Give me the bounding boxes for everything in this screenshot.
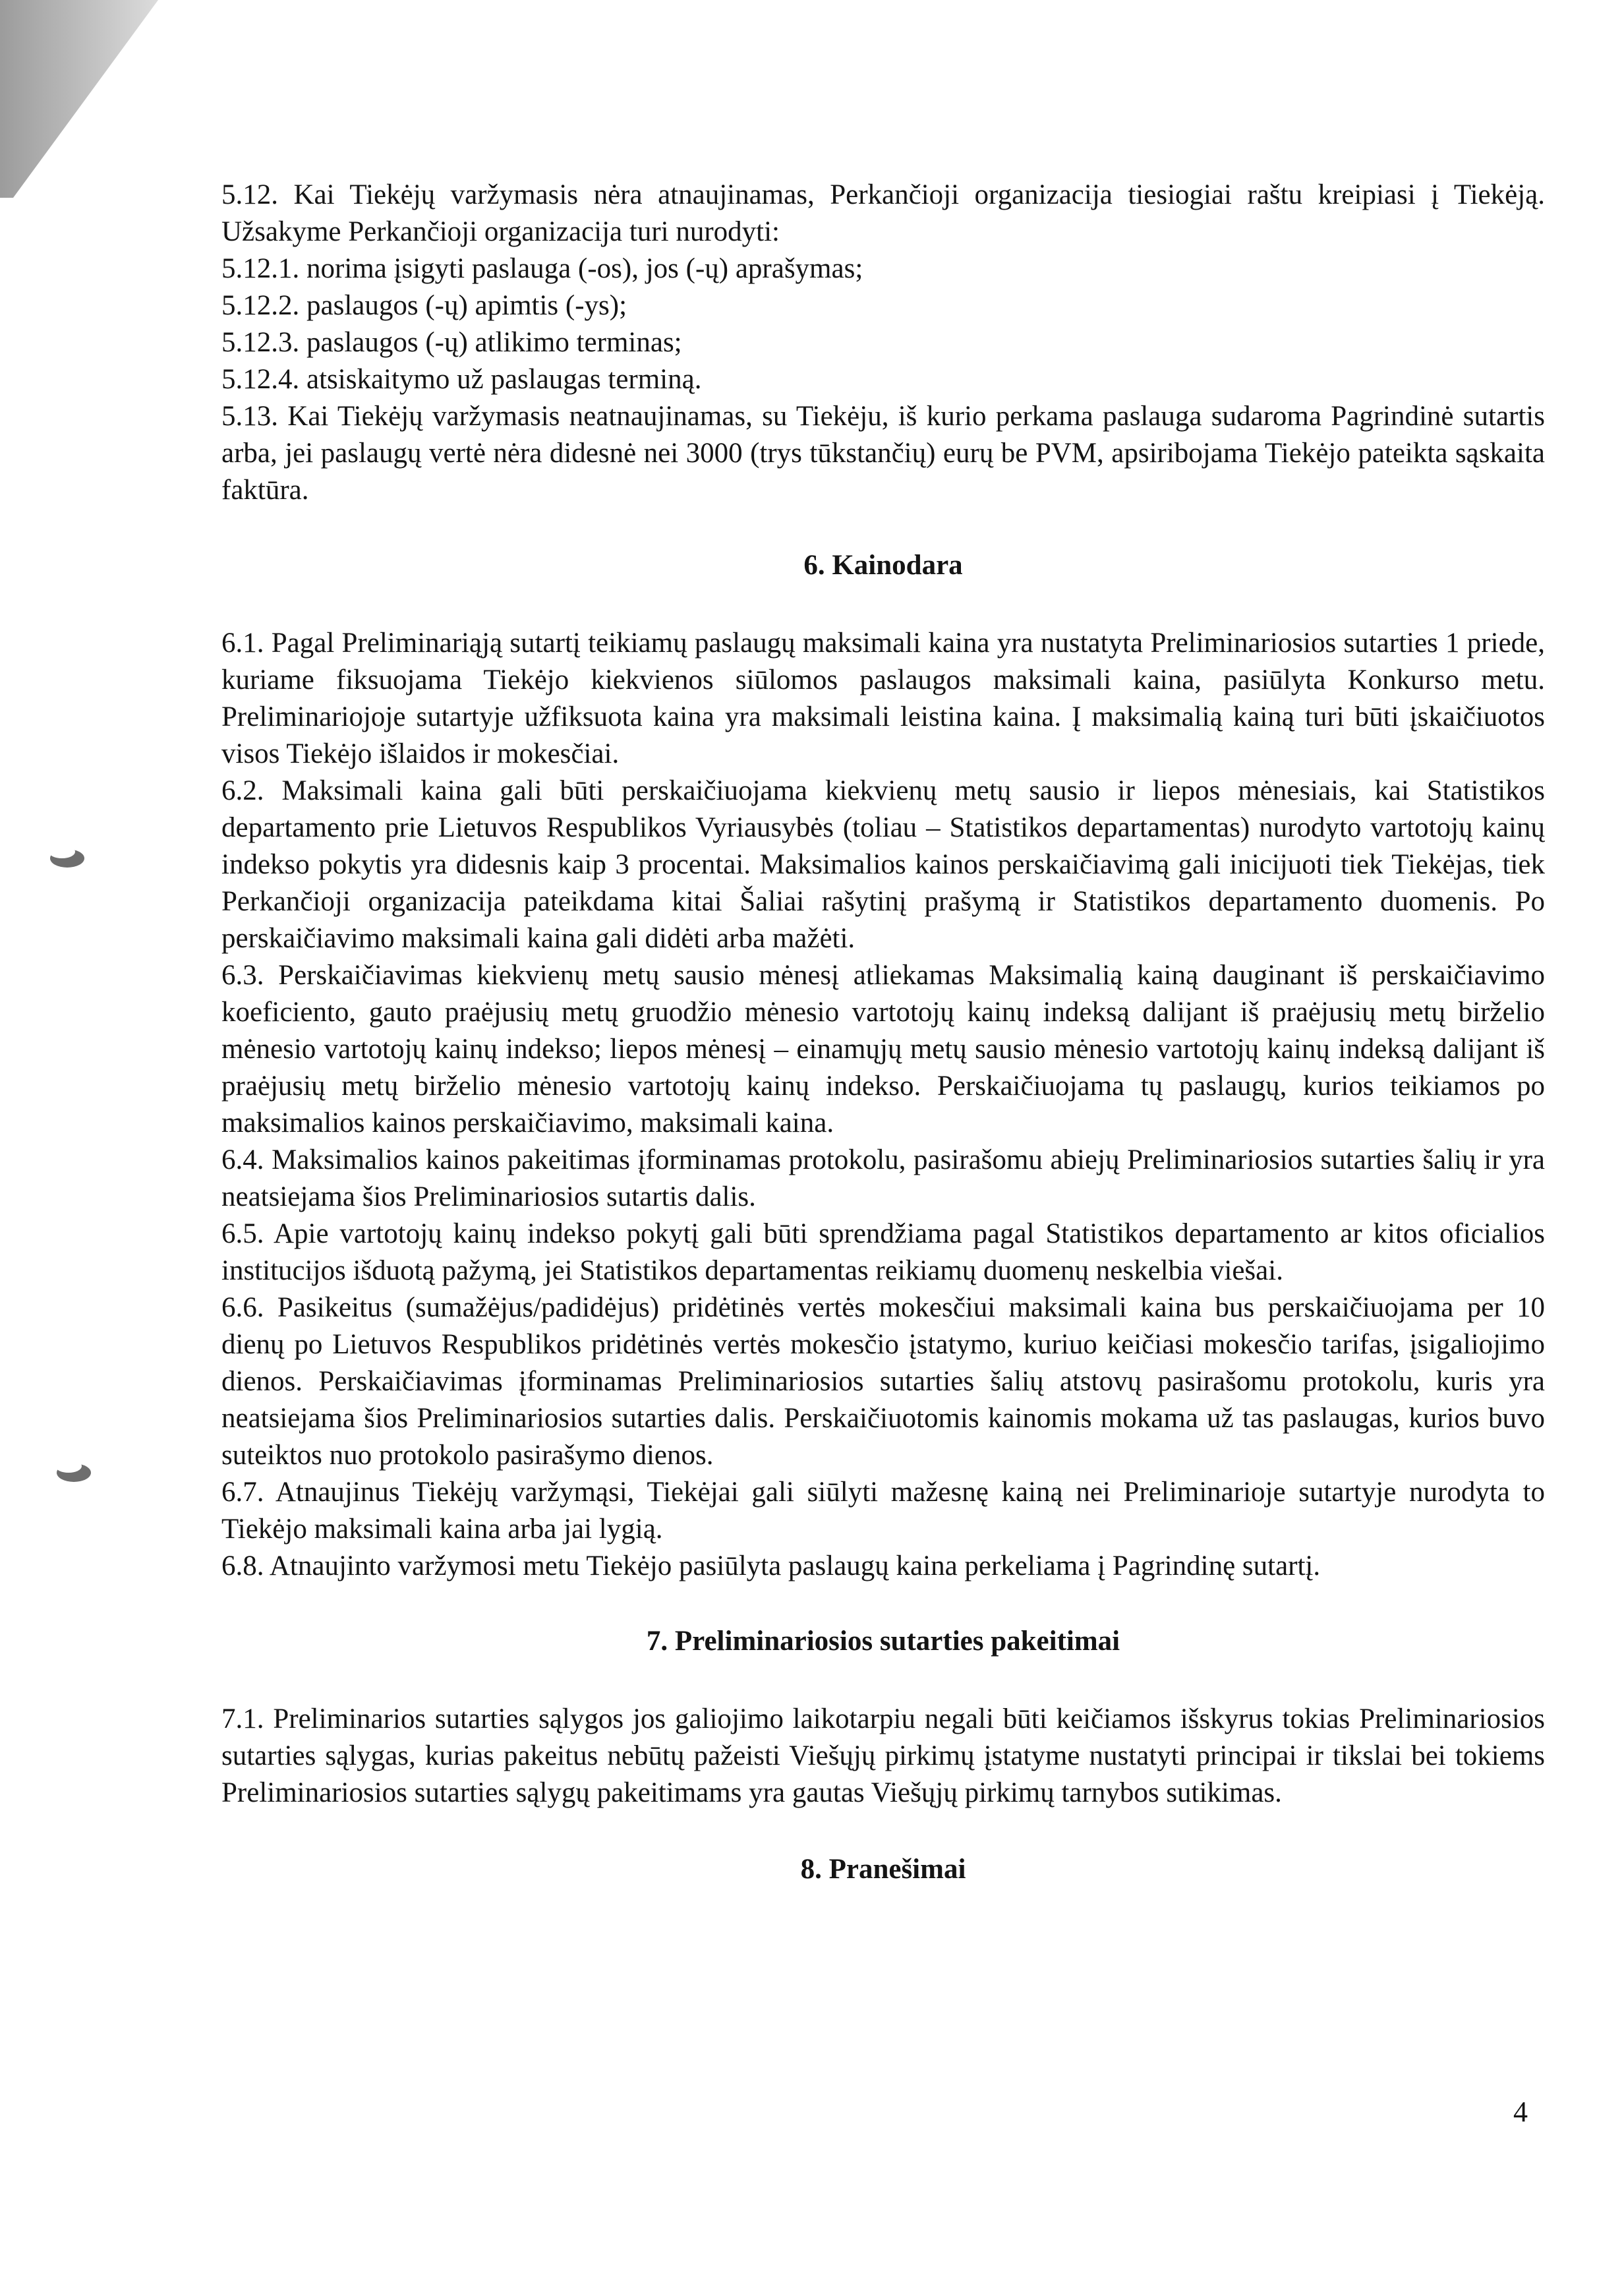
paragraph-7-1: 7.1. Preliminarios sutarties sąlygos jos galiojimo laikotarpiu negali būti keičiamos išskyrus tokias Preliminariosios sutarties sąlygas, kurias pakeitus nebūtų pažeisti Viešųjų pirkimų įstatyme nustatyti principai ir tikslai bei tokiems Preliminariosios sutarties sąlygų pakeitimams yra gautas Viešųjų pirkimų tarnybos sutikimas. bbox=[221, 1703, 1545, 1808]
paragraph-6-7: 6.7. Atnaujinus Tiekėjų varžymąsi, Tiekėjai gali siūlyti mažesnę kainą nei Preliminarioje sutartyje nurodyta to Tiekėjo maksimali kaina arba jai lygią. bbox=[221, 1477, 1545, 1545]
paragraph-6-8: 6.8. Atnaujinto varžymosi metu Tiekėjo pasiūlyta paslaugų kaina perkeliama į Pagrindinę sutartį. bbox=[221, 1550, 1321, 1581]
paragraph-5-12-3: 5.12.3. paslaugos (-ų) atlikimo terminas; bbox=[221, 327, 682, 358]
scan-edge-mark bbox=[0, 0, 158, 211]
punch-hole-mark bbox=[41, 836, 94, 875]
section-heading-kainodara: 6. Kainodara bbox=[803, 550, 963, 581]
paragraph-6-3: 6.3. Perskaičiavimas kiekvienų metų sausio mėnesį atliekamas Maksimalią kainą dauginant iš perskaičiavimo koeficiento, gauto praėjusių metų gruodžio mėnesio vartotojų kainų indeksą dalijant iš praėjusių metų birželio mėnesio vartotojų kainų indekso; liepos mėnesį – einamųjų metų sausio mėnesio vartotojų kainų indeksą dalijant iš praėjusių metų birželio mėnesio vartotojų kainų indekso. Perskaičiuojama tų paslaugų, kurios teikiamos po maksimalios kainos perskaičiavimo, maksimali kaina. bbox=[221, 960, 1545, 1138]
paragraph-5-12-2: 5.12.2. paslaugos (-ų) apimtis (-ys); bbox=[221, 290, 627, 321]
paragraph-5-12-4: 5.12.4. atsiskaitymo už paslaugas terminą. bbox=[221, 364, 702, 395]
paragraph-5-12-1: 5.12.1. norima įsigyti paslauga (-os), jos (-ų) aprašymas; bbox=[221, 253, 863, 284]
paragraph-5-12: 5.12. Kai Tiekėjų varžymasis nėra atnaujinamas, Perkančioji organizacija tiesiogiai raštu kreipiasi į Tiekėją. Užsakyme Perkančioji organizacija turi nurodyti: bbox=[221, 179, 1545, 247]
paragraph-5-13: 5.13. Kai Tiekėjų varžymasis neatnaujinamas, su Tiekėju, iš kurio perkama paslauga sudaroma Pagrindinė sutartis arba, jei paslaugų vertė nėra didesnė nei 3000 (trys tūkstančių) eurų be PVM, apsiribojama Tiekėjo pateikta sąskaita faktūra. bbox=[221, 401, 1545, 506]
paragraph-6-1: 6.1. Pagal Preliminariąją sutartį teikiamų paslaugų maksimali kaina yra nustatyta Preliminariosios sutarties 1 priede, kuriame fiksuojama Tiekėjo kiekvienos siūlomos paslaugos maksimali kaina, pasiūlyta Konkurso metu. Preliminariojoje sutartyje užfiksuota kaina yra maksimali leistina kaina. Į maksimalią kainą turi būti įskaičiuotos visos Tiekėjo išlaidos ir mokesčiai. bbox=[221, 628, 1545, 769]
paragraph-6-6: 6.6. Pasikeitus (sumažėjus/padidėjus) pridėtinės vertės mokesčiui maksimali kaina bus perskaičiuojama per 10 dienų po Lietuvos Respublikos pridėtinės vertės mokesčio įstatymo, kuriuo keičiasi mokesčio tarifas, įsigaliojimo dienos. Perskaičiavimas įforminamas Preliminariosios sutarties šalių atstovų pasirašomu protokolu, kuris yra neatsiejama šios Preliminariosios sutarties dalis. Perskaičiuotomis kainomis mokama už tas paslaugas, kurios buvo suteiktos nuo protokolo pasirašymo dienos. bbox=[221, 1292, 1545, 1471]
paragraph-6-2: 6.2. Maksimali kaina gali būti perskaičiuojama kiekvienų metų sausio ir liepos mėnesiais, kai Statistikos departamento prie Lietuvos Respublikos Vyriausybės (toliau – Statistikos departamentas) nurodyto vartotojų kainų indekso pokytis yra didesnis kaip 3 procentai. Maksimalios kainos perskaičiavimą gali inicijuoti tiek Tiekėjas, tiek Perkančioji organizacija pateikdama kitai Šaliai rašytinį prašymą ir Statistikos departamento duomenis. Po perskaičiavimo maksimali kaina gali didėti arba mažėti. bbox=[221, 775, 1545, 954]
section-heading-pranesimai: 8. Pranešimai bbox=[800, 1854, 966, 1885]
section-heading-pakeitimai: 7. Preliminariosios sutarties pakeitimai bbox=[646, 1626, 1120, 1657]
paragraph-6-5: 6.5. Apie vartotojų kainų indekso pokytį gali būti sprendžiama pagal Statistikos departamento ar kitos oficialios institucijos išduotą pažymą, jei Statistikos departamentas reikiamų duomenų neskelbia viešai. bbox=[221, 1218, 1545, 1286]
punch-hole-mark bbox=[47, 1450, 100, 1490]
page-number: 4 bbox=[1513, 2096, 1528, 2128]
document-body bbox=[221, 177, 1545, 1888]
paragraph-6-4: 6.4. Maksimalios kainos pakeitimas įforminamas protokolu, pasirašomu abiejų Preliminariosios sutarties šalių ir yra neatsiejama šios Preliminariosios sutartis dalis. bbox=[221, 1144, 1545, 1212]
